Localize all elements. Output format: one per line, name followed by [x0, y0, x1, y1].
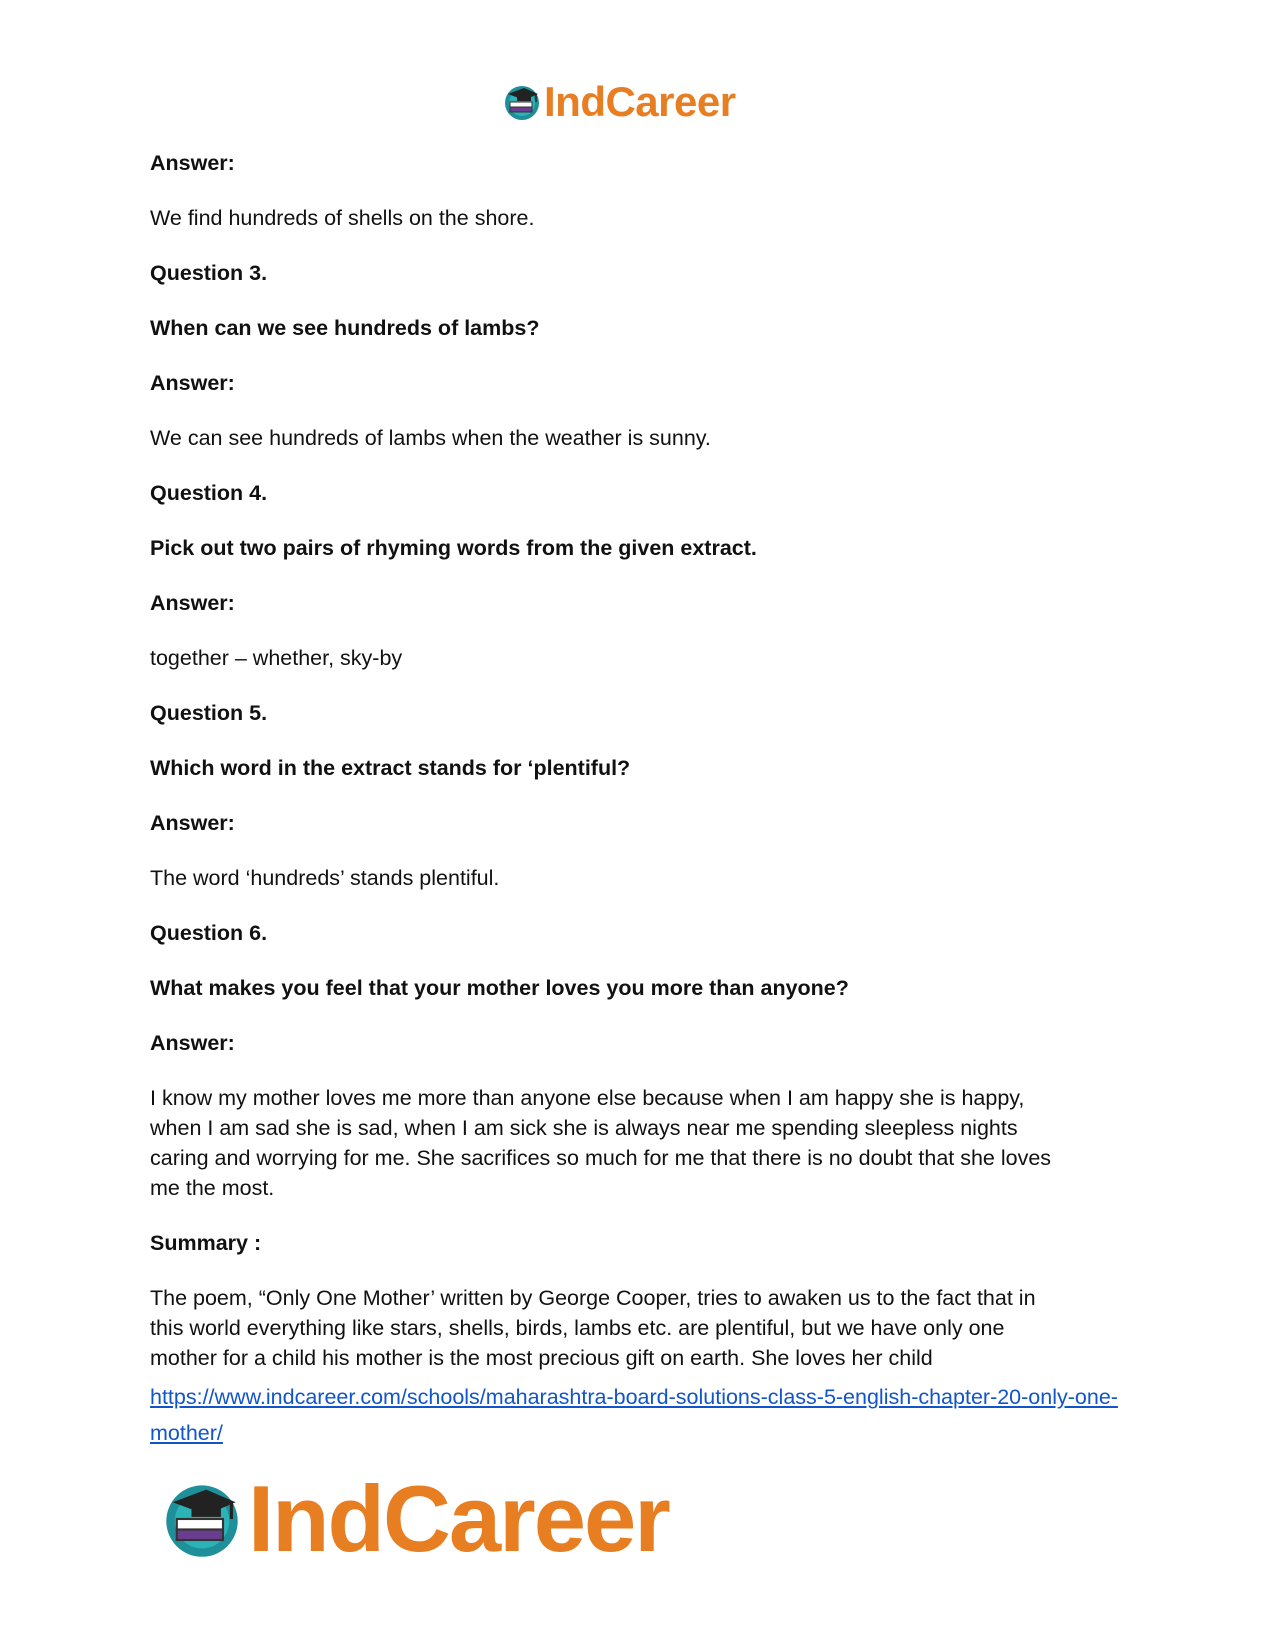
question-5-text: Which word in the extract stands for ‘plentiful?: [150, 756, 631, 780]
question-6-label: Question 6.: [150, 921, 268, 945]
graduation-cap-globe-books-icon: [160, 1477, 244, 1561]
question-6-text: What makes you feel that your mother loves you more than anyone?: [150, 976, 849, 1000]
graduation-cap-globe-books-icon: [502, 82, 542, 122]
source-link[interactable]: https://www.indcareer.com/schools/maharashtra-board-solutions-class-5-english-chapter-20-only-one-mother/: [150, 1385, 1118, 1445]
header-logo-text: IndCareer: [544, 78, 736, 125]
question-3-label: Question 3.: [150, 261, 268, 285]
summary-line: this world everything like stars, shells, birds, lambs etc. are plentiful, but we have only one: [150, 1316, 1005, 1340]
answer-5-text: The word ‘hundreds’ stands plentiful.: [150, 866, 500, 890]
summary-line: The poem, “Only One Mother’ written by George Cooper, tries to awaken us to the fact that in: [150, 1286, 1036, 1310]
question-3-text: When can we see hundreds of lambs?: [150, 316, 540, 340]
document-content: [150, 148, 1130, 1451]
answer-2-label: Answer:: [150, 151, 235, 175]
answer-6-line: me the most.: [150, 1176, 275, 1200]
header-logo: [502, 78, 736, 126]
answer-4-label: Answer:: [150, 591, 235, 615]
answer-5-label: Answer:: [150, 811, 235, 835]
answer-4-text: together – whether, sky-by: [150, 646, 403, 670]
answer-2-text: We find hundreds of shells on the shore.: [150, 206, 535, 230]
summary-paragraph: [150, 1283, 1130, 1373]
answer-6-line: I know my mother loves me more than anyone else because when I am happy she is happy,: [150, 1086, 1025, 1110]
answer-3-text: We can see hundreds of lambs when the weather is sunny.: [150, 426, 711, 450]
summary-label: Summary :: [150, 1231, 262, 1255]
answer-6-line: caring and worrying for me. She sacrifices so much for me that there is no doubt that she loves: [150, 1146, 1052, 1170]
summary-line: mother for a child his mother is the most precious gift on earth. She loves her child: [150, 1346, 933, 1370]
answer-3-label: Answer:: [150, 371, 235, 395]
answer-6-paragraph: [150, 1083, 1130, 1203]
question-4-label: Question 4.: [150, 481, 268, 505]
footer-logo: [160, 1465, 669, 1573]
answer-6-line: when I am sad she is sad, when I am sick she is always near me spending sleepless nights: [150, 1116, 1018, 1140]
question-4-text: Pick out two pairs of rhyming words from the given extract.: [150, 536, 757, 560]
footer-logo-text: IndCareer: [248, 1466, 669, 1571]
question-5-label: Question 5.: [150, 701, 268, 725]
answer-6-label: Answer:: [150, 1031, 235, 1055]
